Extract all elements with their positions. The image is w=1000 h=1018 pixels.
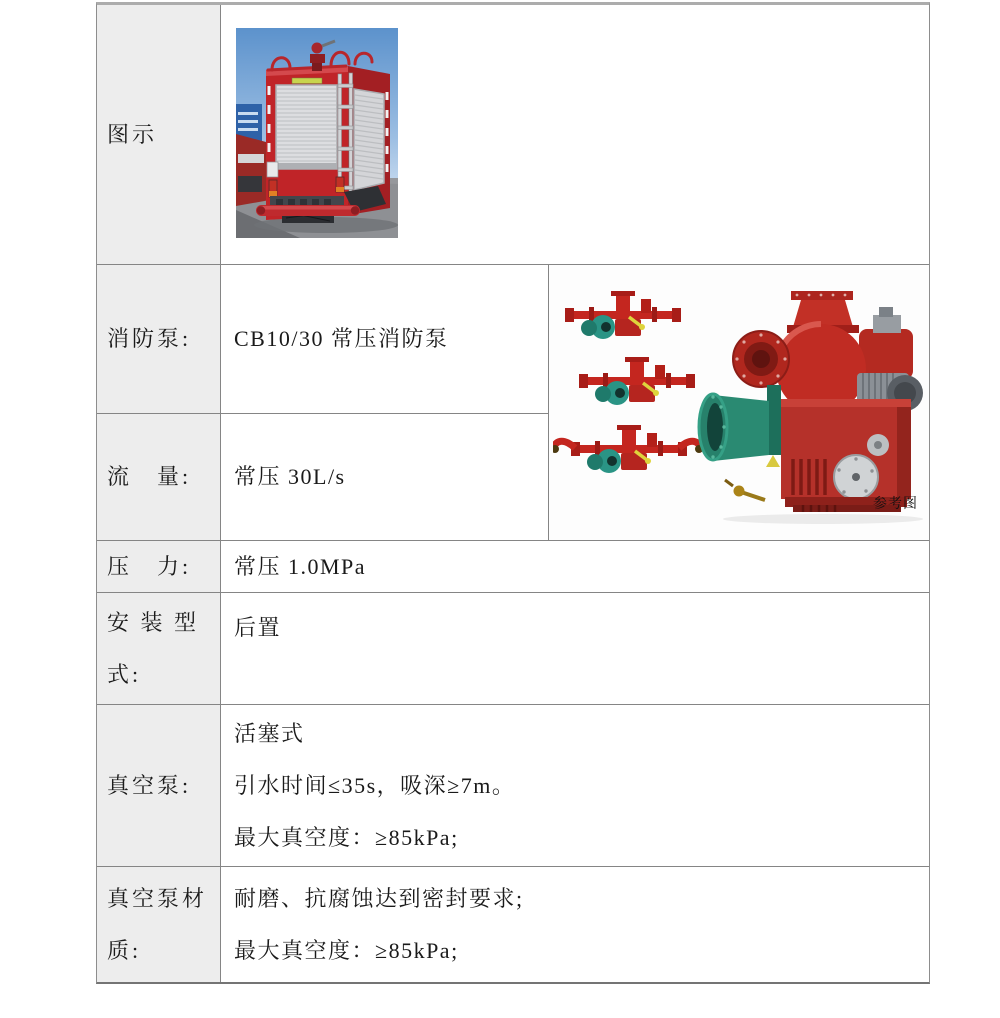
row-label-illustration — [97, 5, 221, 265]
row-label-vacuum-pump — [97, 705, 221, 867]
pump-reference-caption: 参考图 — [873, 497, 918, 512]
spec-table — [96, 2, 930, 984]
flow-value-cell — [221, 414, 549, 541]
label-text-vacuum-pump: 真空泵: — [107, 772, 192, 798]
label-text-fire-pump: 消防泵: — [107, 326, 192, 351]
row-label-mount-type — [97, 593, 221, 705]
vacuum-pump-line-3: 最大真空度：≥85kPa; — [234, 824, 459, 850]
label-text-illustration: 图示 — [107, 121, 158, 147]
illustration-cell — [221, 5, 929, 265]
pressure-value-cell — [221, 541, 929, 593]
vacuum-pump-material-line-2: 最大真空度：≥85kPa; — [234, 937, 459, 963]
label-text-mount-type: 安 装 型 式: — [107, 609, 208, 687]
flow-value: 常压 30L/s — [234, 464, 346, 489]
fire-pump-value-cell — [221, 265, 549, 414]
label-text-flow: 流 量: — [107, 464, 192, 489]
vacuum-pump-material-value-cell — [221, 867, 929, 982]
label-text-pressure: 压 力: — [107, 553, 192, 579]
pump-photo-cell — [549, 265, 929, 541]
row-label-fire-pump — [97, 265, 221, 414]
pressure-value: 常压 1.0MPa — [234, 553, 367, 579]
mount-type-value-cell — [221, 593, 929, 705]
vacuum-pump-line-2: 引水时间≤35s，吸深≥7m。 — [234, 772, 516, 798]
vacuum-pump-material-line-1: 耐磨、抗腐蚀达到密封要求; — [234, 885, 524, 911]
vacuum-pump-value-cell — [221, 705, 929, 867]
row-label-vacuum-pump-material — [97, 867, 221, 982]
fire-truck-photo — [236, 28, 398, 238]
vacuum-pump-line-1: 活塞式 — [234, 720, 305, 746]
mount-type-value: 后置 — [234, 615, 282, 640]
label-text-vacuum-pump-material: 真空泵材质: — [107, 885, 208, 963]
pump-reference-photo — [553, 279, 925, 527]
fire-pump-value: CB10/30 常压消防泵 — [234, 326, 449, 351]
row-label-flow — [97, 414, 221, 541]
row-label-pressure — [97, 541, 221, 593]
